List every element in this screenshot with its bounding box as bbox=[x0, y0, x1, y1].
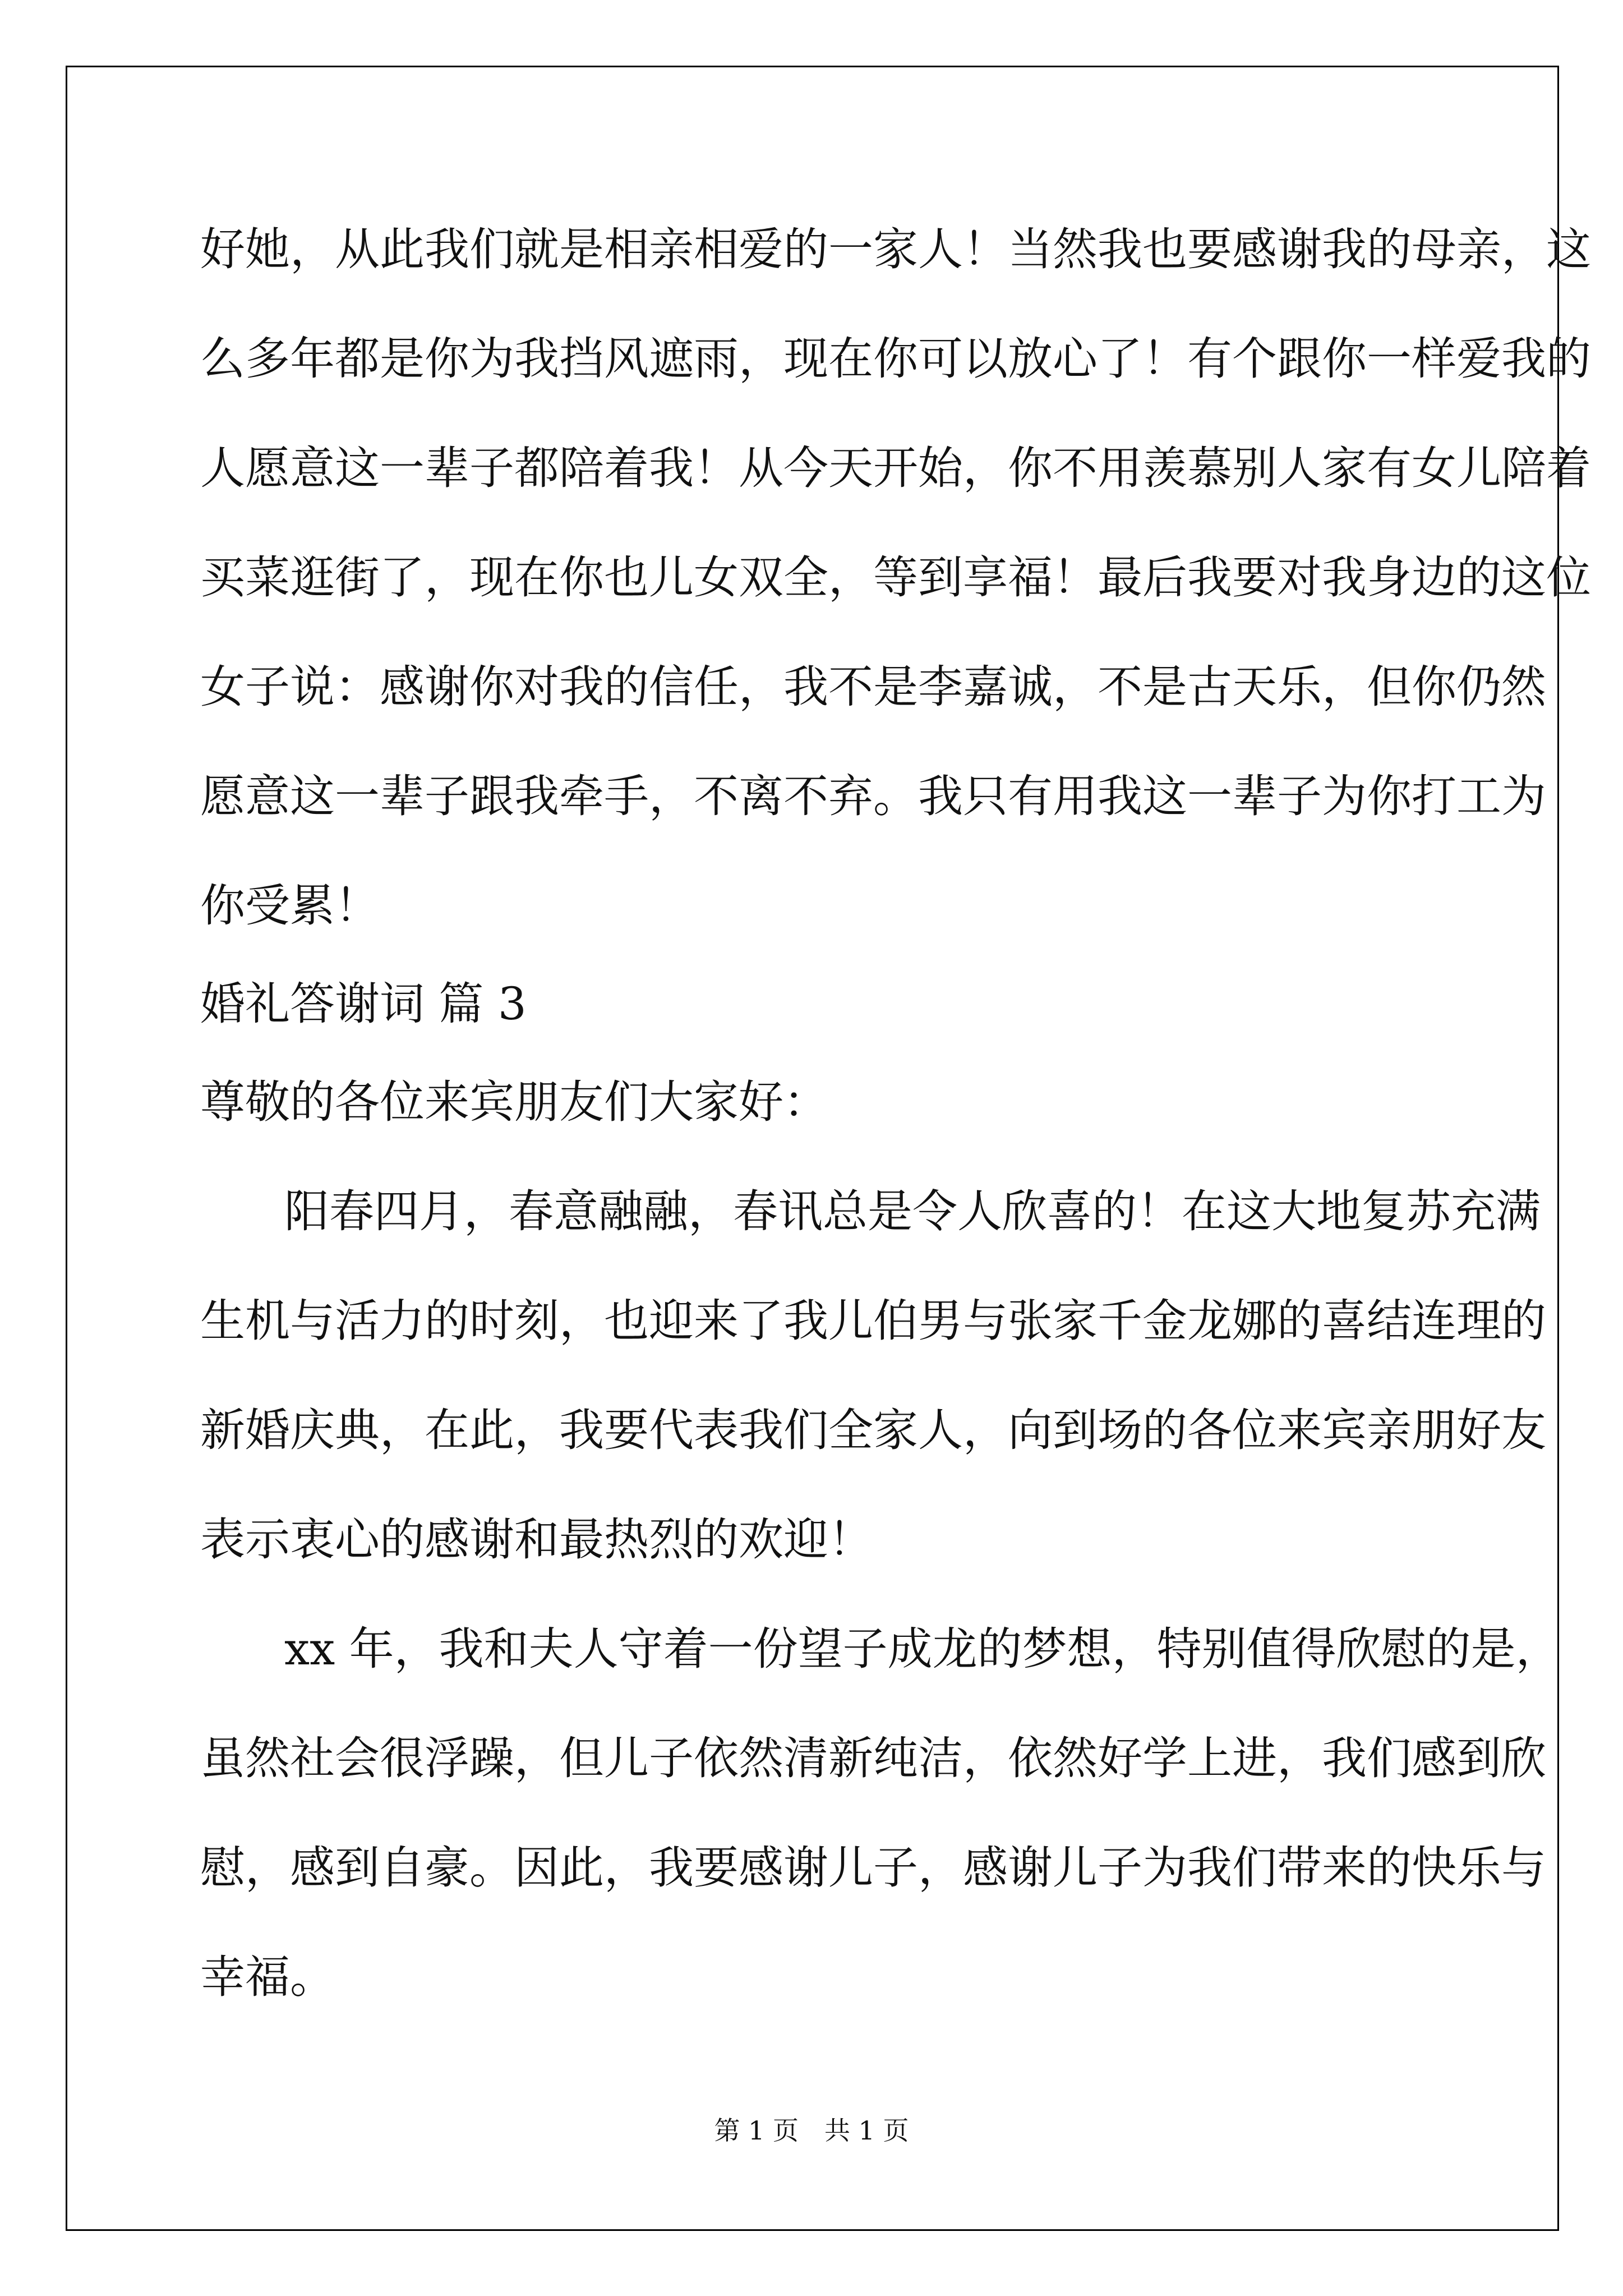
page-number-footer: 第 1 页 共 1 页 bbox=[714, 2115, 909, 2146]
paragraph-line: 女子说：感谢你对我的信任，我不是李嘉诚，不是古天乐，但你仍然 bbox=[200, 661, 1546, 713]
paragraph-line: 好她，从此我们就是相亲相爱的一家人！当然我也要感谢我的母亲，这 bbox=[200, 223, 1591, 275]
paragraph-line: 幸福。 bbox=[200, 1951, 335, 2003]
paragraph-line: 新婚庆典，在此，我要代表我们全家人，向到场的各位来宾亲朋好友 bbox=[200, 1404, 1546, 1456]
salutation: 尊敬的各位来宾朋友们大家好： bbox=[200, 1076, 828, 1128]
paragraph-line: xx 年，我和夫人守着一份望子成龙的梦想，特别值得欣慰的是， bbox=[284, 1623, 1561, 1675]
section-heading: 婚礼答谢词 篇 3 bbox=[200, 978, 527, 1030]
paragraph-line: 愿意这一辈子跟我牵手，不离不弃。我只有用我这一辈子为你打工为 bbox=[200, 770, 1546, 822]
page-border bbox=[66, 66, 1559, 2231]
paragraph-line: 表示衷心的感谢和最热烈的欢迎！ bbox=[200, 1513, 873, 1566]
paragraph-line: 么多年都是你为我挡风遮雨，现在你可以放心了！有个跟你一样爱我的 bbox=[200, 333, 1591, 385]
paragraph-line: 生机与活力的时刻，也迎来了我儿伯男与张家千金龙娜的喜结连理的 bbox=[200, 1295, 1546, 1347]
paragraph-line: 阳春四月，春意融融，春讯总是令人欣喜的！在这大地复苏充满 bbox=[284, 1185, 1541, 1237]
paragraph-line: 人愿意这一辈子都陪着我！从今天开始，你不用羡慕别人家有女儿陪着 bbox=[200, 442, 1591, 494]
paragraph-line: 买菜逛街了，现在你也儿女双全，等到享福！最后我要对我身边的这位 bbox=[200, 551, 1591, 604]
paragraph-line: 慰，感到自豪。因此，我要感谢儿子，感谢儿子为我们带来的快乐与 bbox=[200, 1842, 1546, 1894]
paragraph-line: 你受累！ bbox=[200, 880, 380, 932]
paragraph-line: 虽然社会很浮躁，但儿子依然清新纯洁，依然好学上进，我们感到欣 bbox=[200, 1732, 1546, 1784]
